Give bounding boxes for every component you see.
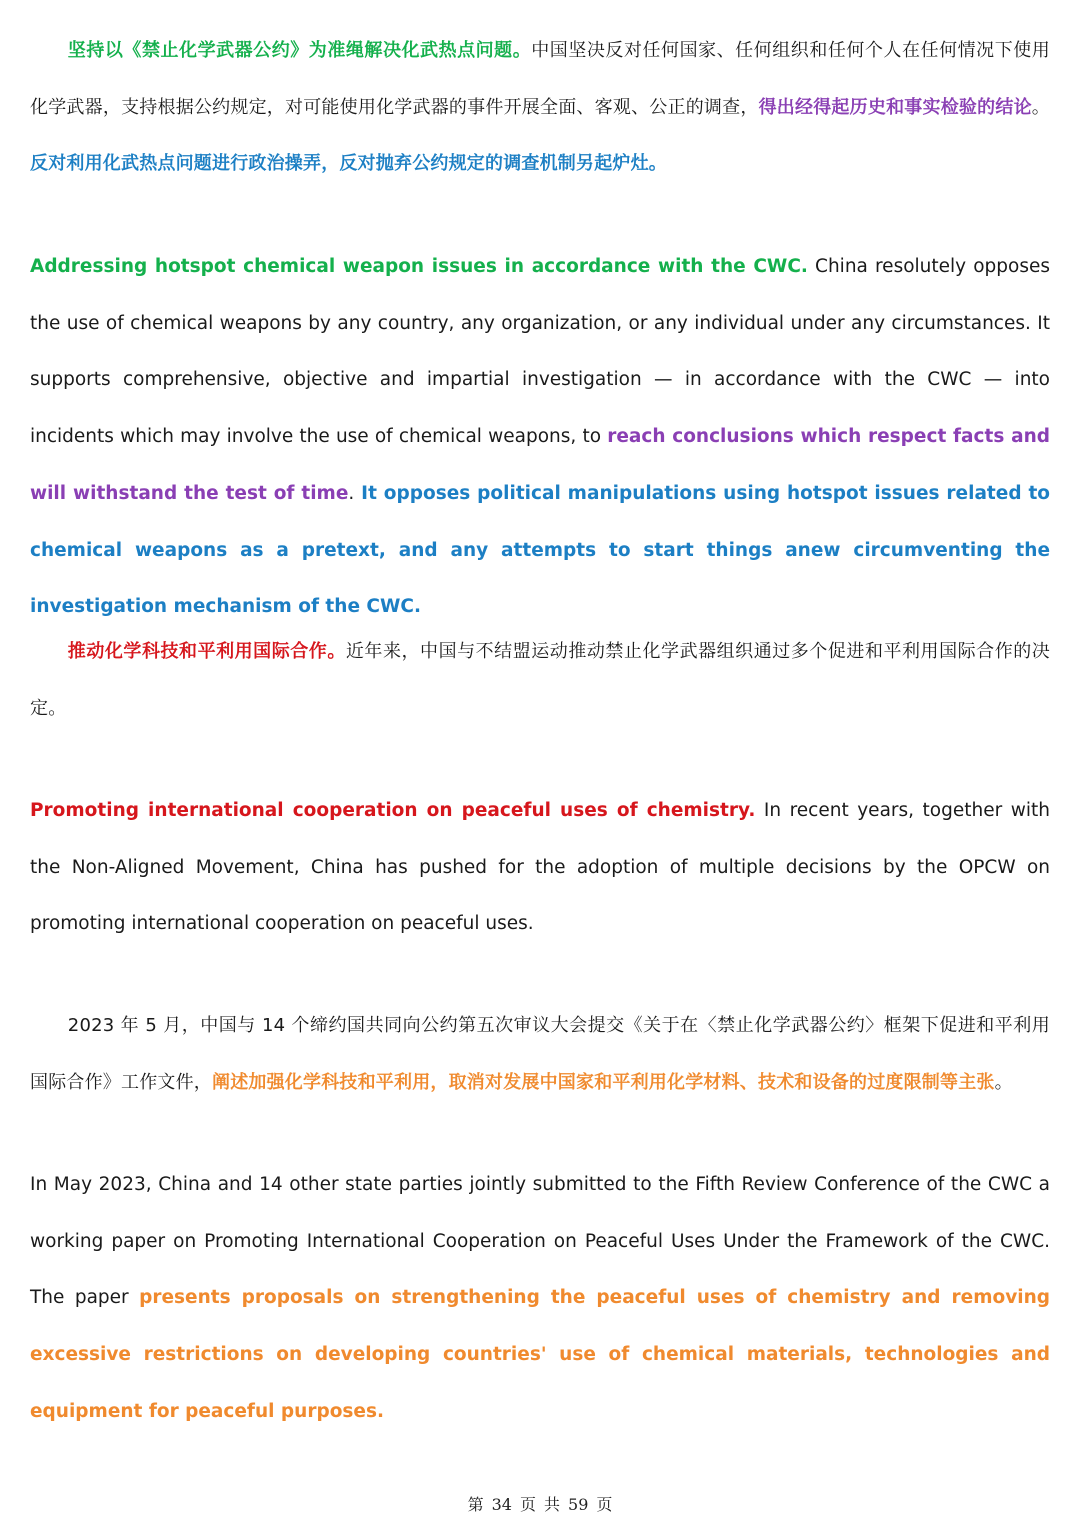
paragraph-en-working-paper (30, 1157, 1050, 1441)
footer-prefix: 第 (467, 1495, 484, 1514)
paragraph-en-cooperation (30, 783, 1050, 953)
highlight-zh-opposes: 反对利用化武热点问题进行政治操弄，反对抛弃公约规定的调查机制另起炉灶。 (30, 153, 667, 175)
body-en-cooperation: In recent years, together with the Non-Aligned Movement, China has pushed for the adoption of multiple decisions by the OPCW on promoting international cooperation on peaceful uses. (30, 800, 1050, 935)
punct-en-hotspot: . (348, 482, 355, 504)
paragraph-zh-working-paper (30, 998, 1050, 1111)
body-en-working-paper: In May 2023, China and 14 other state parties jointly submitted to the Fifth Review Conference of the CWC a working paper on Promoting International Cooperation on Peaceful Uses Under the Framework of the CWC. The paper (30, 1174, 1050, 1309)
page-footer (0, 1492, 1080, 1515)
total-page-count: 59 (568, 1495, 589, 1514)
paragraph-en-hotspot (30, 239, 1050, 636)
highlight-en-opposes: It opposes political manipulations using hotspot issues related to chemical weapons as a pretext, and any attempts to start things anew circumventing the investigation mechanism of the CWC. (30, 482, 1051, 618)
heading-zh-hotspot: 坚持以《禁止化学武器公约》为准绳解决化武热点问题。 (67, 40, 532, 61)
punct-zh-working-paper: 。 (994, 1071, 1013, 1093)
footer-total-word: 共 (544, 1495, 561, 1514)
paragraph-zh-hotspot (30, 23, 1050, 193)
highlight-en-conclusions: reach conclusions which respect facts and will withstand the test of time (30, 426, 1050, 504)
footer-page-word: 页 (519, 1495, 536, 1514)
current-page-number: 34 (491, 1495, 512, 1514)
body-zh-working-paper: 2023 年 5 月，中国与 14 个缔约国共同向公约第五次审议大会提交《关于在〈禁止化学武器公约〉框架下促进和平利用国际合作》工作文件， (30, 1015, 1050, 1093)
body-zh-cooperation: 近年来，中国与不结盟运动推动禁止化学武器组织通过多个促进和平利用国际合作的决定。 (30, 641, 1050, 719)
highlight-en-proposals: presents proposals on strengthening the peaceful uses of chemistry and removing excessive restrictions on developing countries' use of chemical materials, technologies and equipment for peaceful purposes. (30, 1287, 1051, 1422)
highlight-zh-proposals: 阐述加强化学科技和平利用，取消对发展中国家和平利用化学材料、技术和设备的过度限制等主张 (212, 1071, 995, 1093)
punct-zh-hotspot: 。 (1031, 96, 1050, 118)
paragraph-zh-cooperation (30, 624, 1050, 737)
heading-zh-cooperation: 推动化学科技和平利用国际合作。 (67, 641, 346, 662)
heading-en-hotspot: Addressing hotspot chemical weapon issues in accordance with the CWC. (30, 256, 808, 277)
heading-en-cooperation: Promoting international cooperation on peaceful uses of chemistry. (30, 800, 756, 821)
footer-suffix: 页 (596, 1495, 613, 1514)
body-zh-hotspot: 中国坚决反对任何国家、任何组织和任何个人在任何情况下使用化学武器，支持根据公约规定，对可能使用化学武器的事件开展全面、客观、公正的调查， (30, 40, 1050, 118)
body-en-hotspot: China resolutely opposes the use of chemical weapons by any country, any organization, or any individual under any circumstances. It supports comprehensive, objective and impartial investigation — in accordance with the CWC — into incidents which may involve the use of chemical weapons, to (30, 256, 1050, 448)
highlight-zh-conclusions: 得出经得起历史和事实检验的结论 (758, 96, 1032, 118)
